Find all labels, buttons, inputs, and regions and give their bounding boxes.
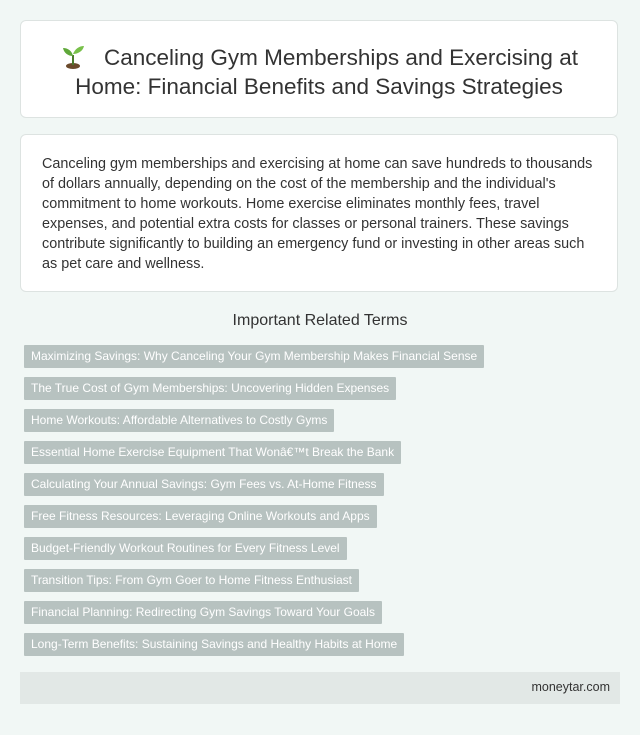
related-term-link[interactable]: Budget-Friendly Workout Routines for Every Fitness Level <box>24 537 347 560</box>
footer-bar <box>20 672 620 704</box>
related-terms-heading: Important Related Terms <box>232 312 408 329</box>
footer-site-name: moneytar.com <box>531 680 610 694</box>
related-term-link[interactable]: Calculating Your Annual Savings: Gym Fees vs. At-Home Fitness <box>24 473 384 496</box>
related-term-link[interactable]: Financial Planning: Redirecting Gym Savings Toward Your Goals <box>24 601 382 624</box>
related-term-link[interactable]: The True Cost of Gym Memberships: Uncovering Hidden Expenses <box>24 377 396 400</box>
related-term-link[interactable]: Home Workouts: Affordable Alternatives to Costly Gyms <box>24 409 334 432</box>
related-term-link[interactable]: Free Fitness Resources: Leveraging Online Workouts and Apps <box>24 505 377 528</box>
related-term-link[interactable]: Long-Term Benefits: Sustaining Savings and Healthy Habits at Home <box>24 633 404 656</box>
title-card <box>20 20 618 118</box>
related-terms-list <box>24 345 624 665</box>
related-term-link[interactable]: Transition Tips: From Gym Goer to Home Fitness Enthusiast <box>24 569 359 592</box>
related-term-link[interactable]: Essential Home Exercise Equipment That Wonâ€™t Break the Bank <box>24 441 401 464</box>
summary-card <box>20 134 618 292</box>
sprout-icon <box>60 43 86 69</box>
page-title-text: Canceling Gym Memberships and Exercising at Home: Financial Benefits and Savings Strategies <box>75 45 578 99</box>
related-term-link[interactable]: Maximizing Savings: Why Canceling Your Gym Membership Makes Financial Sense <box>24 345 484 368</box>
summary-paragraph: Canceling gym memberships and exercising at home can save hundreds to thousands of dollars annually, depending on the cost of the membership and the individual's commitment to home workouts. Home exercise eliminates monthly fees, travel expenses, and potential extra costs for classes or personal trainers. These savings contribute significantly to building an emergency fund or investing in other areas such as pet care and wellness. <box>42 156 593 272</box>
page-title <box>21 43 617 101</box>
